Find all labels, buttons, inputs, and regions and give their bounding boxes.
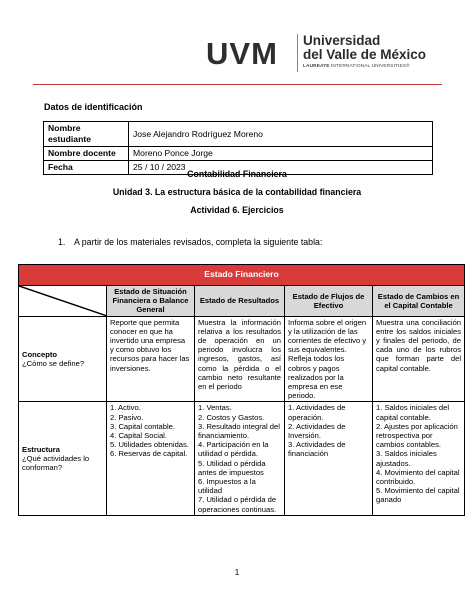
list-item: 4. Movimiento del capital contribuido. <box>376 467 460 487</box>
column-header: Estado de Situación Financiera o Balance General <box>107 286 195 317</box>
id-key: Fecha <box>44 161 129 175</box>
list-item: 5. Utilidad o pérdida antes de impuestos <box>198 458 266 477</box>
row-title: Estructura <box>22 444 60 454</box>
list-item: 5. Utilidades obtenidas. <box>110 440 189 450</box>
table-cell <box>195 402 285 515</box>
row-estructura <box>19 402 465 515</box>
header-rule <box>33 84 442 85</box>
laureate-tagline <box>303 64 410 69</box>
list-item: 6. Reservas de capital. <box>110 449 188 459</box>
list-item: 2. Costos y Gastos. <box>198 412 265 422</box>
table-cell: Reporte que permita conocer en que ha invertido una empresa y como obtuvo los recursos para hacer las inversiones. <box>107 316 195 402</box>
structure-list <box>198 403 281 513</box>
row-question: ¿Cómo se define? <box>22 359 85 369</box>
column-header: Estado de Cambios en el Capital Contable <box>373 286 465 317</box>
id-row-teacher <box>44 147 433 161</box>
list-item: 7. Utilidad o pérdida de operaciones continuas. <box>198 495 277 514</box>
subject-title: Contabilidad Financiera <box>187 169 287 179</box>
list-item: 5. Movimiento del capital ganado <box>376 486 460 505</box>
id-key: Nombre estudiante <box>44 122 129 147</box>
row-header-estructura <box>19 402 107 515</box>
list-item: 1. Ventas. <box>198 403 232 413</box>
row-concepto <box>19 316 465 402</box>
list-item: 1. Saldos iniciales del capital contable. <box>376 403 450 422</box>
list-item: 1. Activo. <box>110 403 141 413</box>
id-value: Jose Alejandro Rodríguez Moreno <box>129 122 433 147</box>
structure-list <box>288 403 369 458</box>
row-question: ¿Qué actividades lo conforman? <box>22 454 90 473</box>
section-heading: Datos de identificación <box>44 102 143 112</box>
list-item: 6. Impuestos a la utilidad <box>198 477 256 496</box>
row-title: Concepto <box>22 349 58 359</box>
unit-title: Unidad 3. La estructura básica de la contabilidad financiera <box>112 187 362 197</box>
uvm-logo-mark: UVM <box>206 38 278 68</box>
table-cell: Muestra una conciliación entre los saldos iniciales y finales del periodo, de cada uno de los rubros que forman parte del capital contable. <box>373 316 465 402</box>
table-cell <box>107 402 195 515</box>
list-item: 3. Actividades de financiación <box>288 440 346 459</box>
university-name-line1: Universidad <box>303 33 381 48</box>
list-item: 4. Participación en la utilidad o pérdida. <box>198 440 269 459</box>
table-cell: Muestra la información relativa a los resultados de operación en un periodo involucra los ingresos, gastos, así como la pérdida o el cambio neto resultante en el periodo <box>195 316 285 402</box>
list-item: 2. Pasivo. <box>110 412 144 422</box>
id-value: Moreno Ponce Jorge <box>129 147 433 161</box>
instruction-number: 1. <box>58 237 66 247</box>
logo-divider <box>297 34 298 72</box>
instruction-text: A partir de los materiales revisados, completa la siguiente tabla: <box>73 237 323 247</box>
id-key: Nombre docente <box>44 147 129 161</box>
diagonal-line <box>19 286 106 316</box>
list-item: 4. Capital Social. <box>110 431 167 441</box>
university-name-line2: del Valle de México <box>303 47 427 62</box>
uvm-logo <box>206 38 292 68</box>
structure-list <box>110 403 191 458</box>
table-cell <box>373 402 465 515</box>
id-row-student <box>44 122 433 147</box>
page-number: 1 <box>234 568 240 577</box>
column-header: Estado de Resultados <box>195 286 285 317</box>
list-item: 1. Actividades de operación. <box>288 403 346 422</box>
activity-title: Actividad 6. Ejercicios <box>190 205 284 215</box>
laureate-tagline-rest: INTERNATIONAL UNIVERSITIES® <box>329 64 410 69</box>
column-header: Estado de Flujos de Efectivo <box>285 286 373 317</box>
instruction <box>58 237 322 247</box>
table-cell <box>285 402 373 515</box>
list-item: 3. Saldos iniciales ajustados. <box>376 449 437 468</box>
row-header-concepto <box>19 316 107 402</box>
list-item: 3. Resultado integral del financiamiento. <box>198 421 280 441</box>
list-item: 2. Actividades de Inversión. <box>288 421 346 441</box>
table-header: Estado Financiero <box>19 265 465 286</box>
list-item: 2. Ajustes por aplicación retrospectiva por cambios contables. <box>376 421 458 450</box>
corner-cell <box>19 286 107 317</box>
id-value: 25 / 10 / 2023 <box>129 161 433 175</box>
list-item: 3. Capital contable. <box>110 421 176 431</box>
identification-table <box>43 121 433 175</box>
laureate-tagline-bold: LAUREATE <box>303 64 330 69</box>
financial-statements-table <box>18 264 464 554</box>
table-cell: Informa sobre el origen y la utilización de las corrientes de efectivo y sus equivalentes. Refleja todos los cobros y pagos realizados por la empresa en ese periodo. <box>285 316 373 402</box>
structure-list <box>376 403 461 504</box>
